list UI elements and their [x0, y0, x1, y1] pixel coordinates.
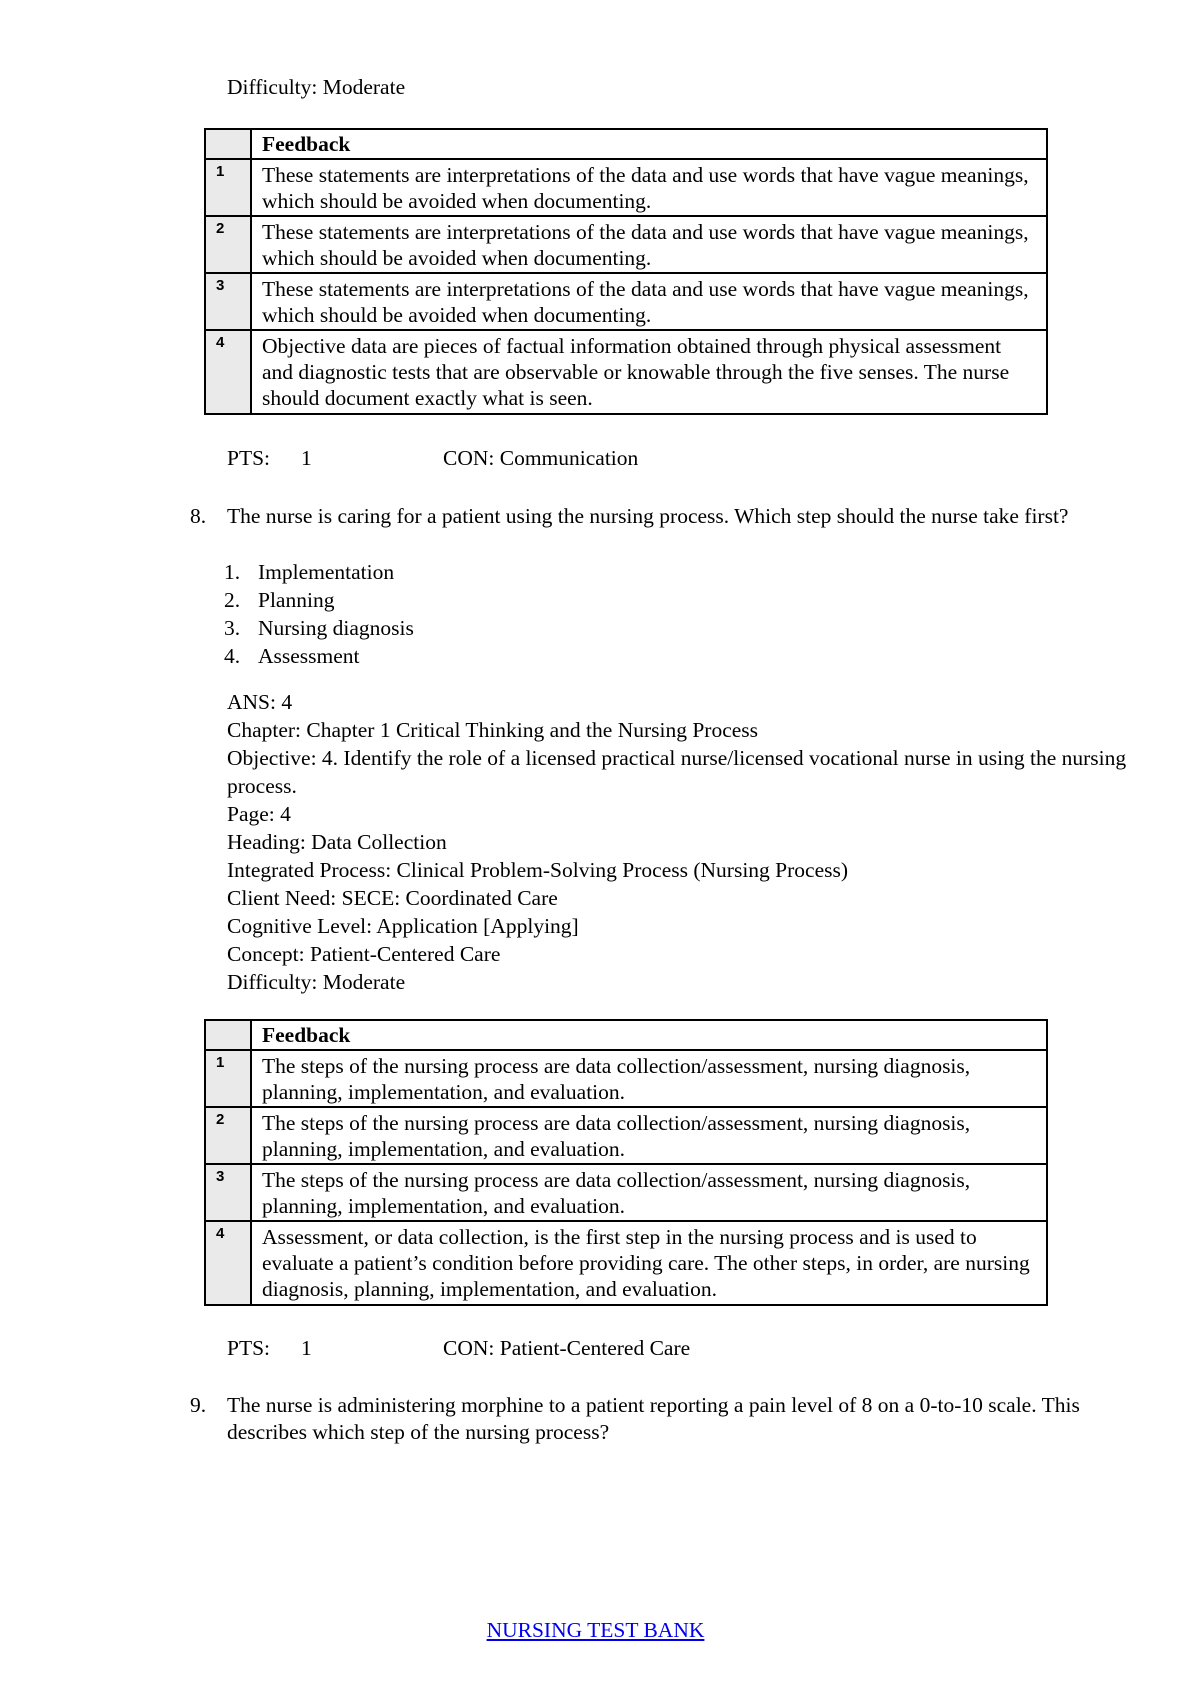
feedback-table [204, 1019, 1048, 1306]
page-line: Page: 4 [227, 802, 291, 826]
feedback-text: The steps of the nursing process are data collection/assessment, nursing diagnosis, planning, implementation, and evaluation. [251, 1107, 1047, 1164]
answer-metadata [227, 688, 1157, 996]
question-number: 9. [190, 1393, 207, 1417]
question-number: 8. [190, 504, 207, 528]
feedback-text: Objective data are pieces of factual information obtained through physical assessment and diagnostic tests that are observable or knowable through the five senses. The nurse should document exactly what is seen. [251, 330, 1047, 414]
table-row [205, 1050, 1047, 1107]
pts-value: 1 [301, 446, 312, 470]
feedback-header: Feedback [251, 129, 1047, 159]
row-number: 2 [205, 1107, 251, 1164]
row-number: 4 [205, 330, 251, 414]
table-row [205, 273, 1047, 330]
row-number: 3 [205, 1164, 251, 1221]
con-label: CON: Patient-Centered Care [443, 1336, 691, 1360]
row-number: 1 [205, 159, 251, 216]
row-number: 2 [205, 216, 251, 273]
footer-link[interactable]: NURSING TEST BANK [486, 1618, 705, 1642]
feedback-text: These statements are interpretations of the data and use words that have vague meanings, which should be avoided when documenting. [251, 159, 1047, 216]
pts-label: PTS: [227, 446, 271, 470]
table-row [205, 1107, 1047, 1164]
heading-line: Heading: Data Collection [227, 830, 447, 854]
pts-value: 1 [301, 1336, 312, 1360]
feedback-text: These statements are interpretations of the data and use words that have vague meanings, which should be avoided when documenting. [251, 273, 1047, 330]
footer [0, 1618, 1191, 1643]
table-row [205, 1164, 1047, 1221]
table-row [205, 1221, 1047, 1305]
option-item: 4. Assessment [224, 644, 360, 668]
feedback-text: The steps of the nursing process are data collection/assessment, nursing diagnosis, planning, implementation, and evaluation. [251, 1164, 1047, 1221]
feedback-table [204, 128, 1048, 415]
difficulty-line: Difficulty: Moderate [227, 970, 406, 994]
row-number: 4 [205, 1221, 251, 1305]
pts-label: PTS: [227, 1336, 271, 1360]
option-item: 1. Implementation [224, 560, 395, 584]
concept-line: Concept: Patient-Centered Care [227, 942, 501, 966]
option-item: 3. Nursing diagnosis [224, 616, 414, 640]
cognitive-level-line: Cognitive Level: Application [Applying] [227, 914, 579, 938]
client-need-line: Client Need: SECE: Coordinated Care [227, 886, 558, 910]
answer-options [224, 558, 414, 670]
table-row [205, 216, 1047, 273]
table-corner [205, 129, 251, 159]
integrated-process-line: Integrated Process: Clinical Problem-Solving Process (Nursing Process) [227, 858, 849, 882]
chapter-line: Chapter: Chapter 1 Critical Thinking and the Nursing Process [227, 718, 759, 742]
table-corner [205, 1020, 251, 1050]
question-stem: The nurse is administering morphine to a patient reporting a pain level of 8 on a 0-to-10 scale. This describes which step of the nursing process? [227, 1393, 1080, 1444]
difficulty-line: Difficulty: Moderate [227, 75, 406, 99]
question-stem: The nurse is caring for a patient using the nursing process. Which step should the nurse take first? [227, 504, 1069, 528]
row-number: 3 [205, 273, 251, 330]
row-number: 1 [205, 1050, 251, 1107]
answer-line: ANS: 4 [227, 690, 293, 714]
feedback-header: Feedback [251, 1020, 1047, 1050]
table-row [205, 330, 1047, 414]
feedback-text: Assessment, or data collection, is the first step in the nursing process and is used to evaluate a patient’s condition before providing care. The other steps, in order, are nursing diagnosis, planning, implementation, and evaluation. [251, 1221, 1047, 1305]
feedback-text: The steps of the nursing process are data collection/assessment, nursing diagnosis, planning, implementation, and evaluation. [251, 1050, 1047, 1107]
feedback-text: These statements are interpretations of the data and use words that have vague meanings, which should be avoided when documenting. [251, 216, 1047, 273]
table-row [205, 159, 1047, 216]
objective-line: Objective: 4. Identify the role of a licensed practical nurse/licensed vocational nurse in using the nursing process. [227, 746, 1127, 798]
option-item: 2. Planning [224, 588, 335, 612]
con-label: CON: Communication [443, 446, 639, 470]
